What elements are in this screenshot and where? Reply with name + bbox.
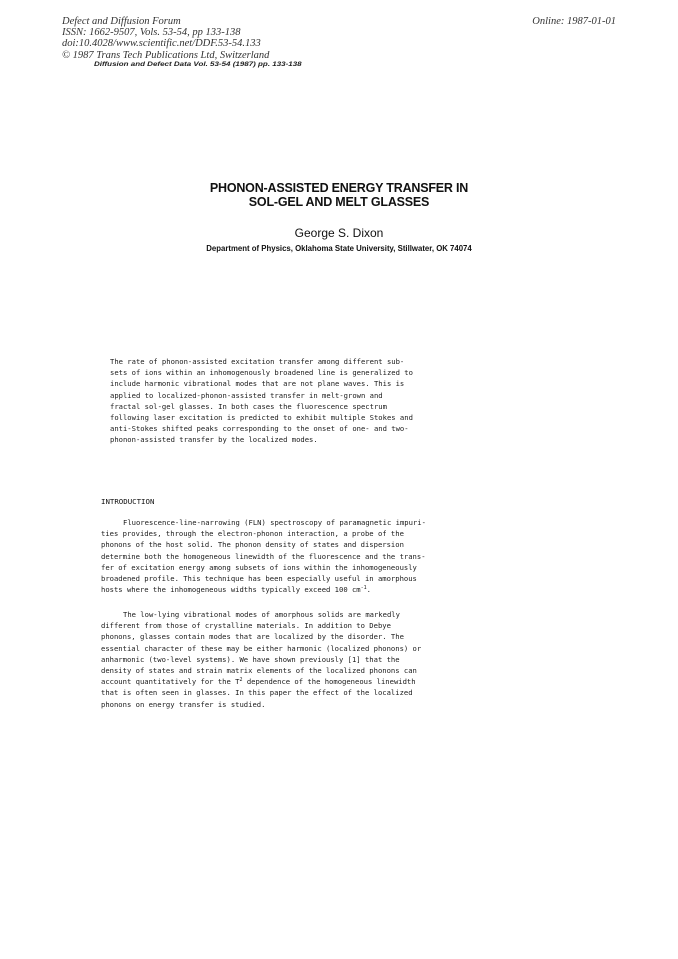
copyright-line: © 1987 Trans Tech Publications Ltd, Switzerland — [62, 49, 270, 61]
publication-metadata — [62, 16, 269, 61]
paragraph-line: broadened profile. This technique has been especially useful in amorphous — [101, 574, 417, 584]
abstract-line: phonon-assisted transfer by the localized modes. — [110, 435, 318, 445]
paragraph-line — [101, 676, 517, 687]
abstract-line: sets of ions within an inhomogenously broadened line is generalized to — [110, 368, 413, 378]
paragraph-line: density of states and strain matrix elements of the localized phonons can — [101, 666, 417, 676]
author-affiliation: Department of Physics, Oklahoma State University, Stillwater, OK 74074 — [206, 244, 472, 253]
paragraph-line — [101, 584, 517, 595]
title-line-1: PHONON-ASSISTED ENERGY TRANSFER IN — [209, 181, 469, 195]
line-text: account quantitatively for the T — [101, 677, 240, 687]
paragraph-line: different from those of crystalline materials. In addition to Debye — [101, 621, 391, 631]
paper-title — [0, 181, 678, 209]
paragraph-line: determine both the homogeneous linewidth of the fluorescence and the trans- — [101, 551, 426, 561]
intro-paragraph-1 — [101, 517, 517, 595]
paragraph-line: that is often seen in glasses. In this paper the effect of the localized — [101, 688, 413, 698]
paragraph-line: fer of excitation energy among subsets of ions within the inhomogeneously — [101, 562, 417, 572]
abstract-line: The rate of phonon-assisted excitation transfer among different sub- — [110, 357, 405, 366]
doi-link[interactable]: doi:10.4028/www.scientific.net/DDF.53-54.133 — [62, 38, 261, 50]
paragraph-line: ties provides, through the electron-phonon interaction, a probe of the — [101, 529, 404, 539]
paragraph-line: Fluorescence-line-narrowing (FLN) spectroscopy of paramagnetic impuri- — [123, 518, 426, 527]
title-line-2: SOL-GEL AND MELT GLASSES — [248, 195, 430, 209]
running-head: Diffusion and Defect Data Vol. 53-54 (1987) pp. 133-138 — [94, 60, 302, 68]
paragraph-line: The low-lying vibrational modes of amorphous solids are markedly — [123, 610, 400, 619]
abstract-line: fractal sol-gel glasses. In both cases the fluorescence spectrum — [110, 401, 387, 411]
abstract-line: following laser excitation is predicted to exhibit multiple Stokes and — [110, 413, 413, 423]
paragraph-line: essential character of these may be either harmonic (localized phonons) or — [101, 643, 422, 653]
paragraph-line: phonons, glasses contain modes that are localized by the disorder. The — [101, 632, 404, 642]
line-text: hosts where the inhomogeneous widths typically exceed 100 cm — [101, 585, 361, 595]
section-heading: INTRODUCTION — [101, 497, 155, 506]
abstract-line: applied to localized-phonon-assisted transfer in melt-grown and — [110, 390, 383, 400]
abstract — [110, 356, 510, 446]
intro-paragraph-2 — [101, 609, 517, 710]
line-text: dependence of the homogeneous linewidth — [242, 677, 416, 687]
author-name: George S. Dixon — [294, 226, 384, 240]
superscript: -1 — [360, 585, 367, 592]
paragraph-line: anharmonic (two-level systems). We have shown previously [1] that the — [101, 654, 400, 664]
abstract-line: include harmonic vibrational modes that are not plane waves. This is — [110, 379, 405, 389]
line-text: . — [366, 585, 371, 595]
issn-line: ISSN: 1662-9507, Vols. 53-54, pp 133-138 — [62, 27, 241, 39]
online-date: Online: 1987-01-01 — [532, 16, 616, 27]
superscript: 2 — [239, 677, 243, 684]
paragraph-line: phonons on energy transfer is studied. — [101, 699, 266, 709]
journal-name: Defect and Diffusion Forum — [62, 16, 181, 27]
paragraph-line: phonons of the host solid. The phonon density of states and dispersion — [101, 540, 404, 550]
abstract-line: anti-Stokes shifted peaks corresponding to the onset of one- and two- — [110, 424, 409, 434]
